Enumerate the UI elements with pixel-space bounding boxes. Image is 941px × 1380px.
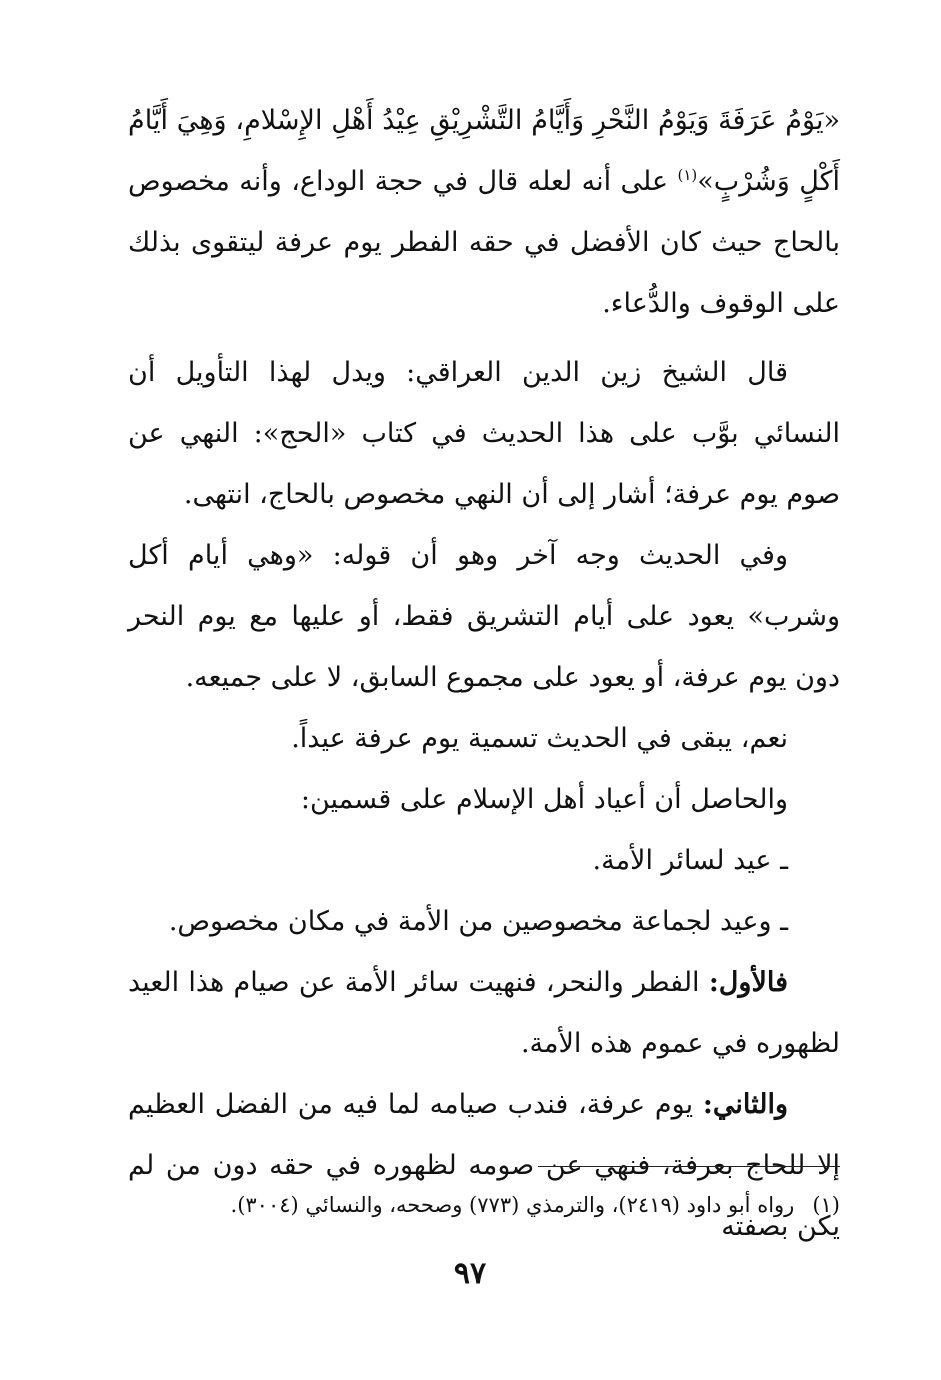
footnote-number: (١) [812, 1193, 840, 1217]
paragraph-summary: والحاصل أن أعياد أهل الإسلام على قسمين: [300, 784, 788, 815]
footnote-reference[interactable]: (١) [677, 166, 698, 184]
footnote [128, 1188, 840, 1222]
page-number: ٩٧ [453, 1256, 487, 1291]
main-text [128, 90, 840, 1257]
first-text: الفطر والنحر، فنهيت سائر الأمة عن صيام هذا العيد لظهوره في عموم هذه الأمة. [128, 967, 840, 1059]
hadith-quote-line: «يَوْمُ عَرَفَةَ وَيَوْمُ النَّحْرِ وَأَيَّامُ التَّشْرِيْقِ عِيْدُ أَهْلِ الإِسْلامِ، وَهِيَ أَيَّامُ أَكْلٍ [128, 105, 840, 197]
second-label: والثاني: [702, 1089, 788, 1120]
paragraph-another-view: وفي الحديث وجه آخر وهو أن قوله: «وهي أيام أكل وشرب» يعود على أيام التشريق فقط، أو عليها مع يوم النحر دون يوم عرفة، أو يعود على مجموع السابق، لا على جميعه. [128, 540, 840, 693]
list-item-general-eid: ـ عيد لسائر الأمة. [592, 845, 788, 876]
footnote-text: رواه أبو داود (٢٤١٩)، والترمذي (٧٧٣) وصححه، والنسائي (٣٠٠٤). [230, 1193, 795, 1217]
footnote-divider [538, 1166, 840, 1167]
paragraph-eid-naming: نعم، يبقى في الحديث تسمية يوم عرفة عيداً. [291, 723, 788, 754]
paragraph-hadith [128, 90, 840, 334]
hadith-quote-end: وَشُرْبٍ» [697, 166, 790, 197]
list-item-special-eid: ـ وعيد لجماعة مخصوصين من الأمة في مكان مخصوص. [168, 906, 788, 937]
paragraph-iraqi: قال الشيخ زين الدين العراقي: ويدل لهذا التأويل أن النسائي بوَّب على هذا الحديث في كتاب «الحج»: النهي عن صوم يوم عرفة؛ أشار إلى أن النهي مخصوص بالحاج، انتهى. [128, 357, 840, 510]
paragraph-text: على أنه لعله قال في حجة الوداع، وأنه مخصوص بالحاج حيث كان الأفضل في حقه الفطر يوم عرفة ليتقوى بذلك على الوقوف والدُّعاء. [128, 166, 840, 319]
second-text: يوم عرفة، فندب صيامه لما فيه من الفضل العظيم إلا للحاج بعرفة، فنهي عن صومه لظهوره في حقه دون من لم يكن بصفته [128, 1089, 840, 1242]
first-label: فالأول: [708, 967, 788, 998]
paragraph-first [128, 952, 840, 1074]
